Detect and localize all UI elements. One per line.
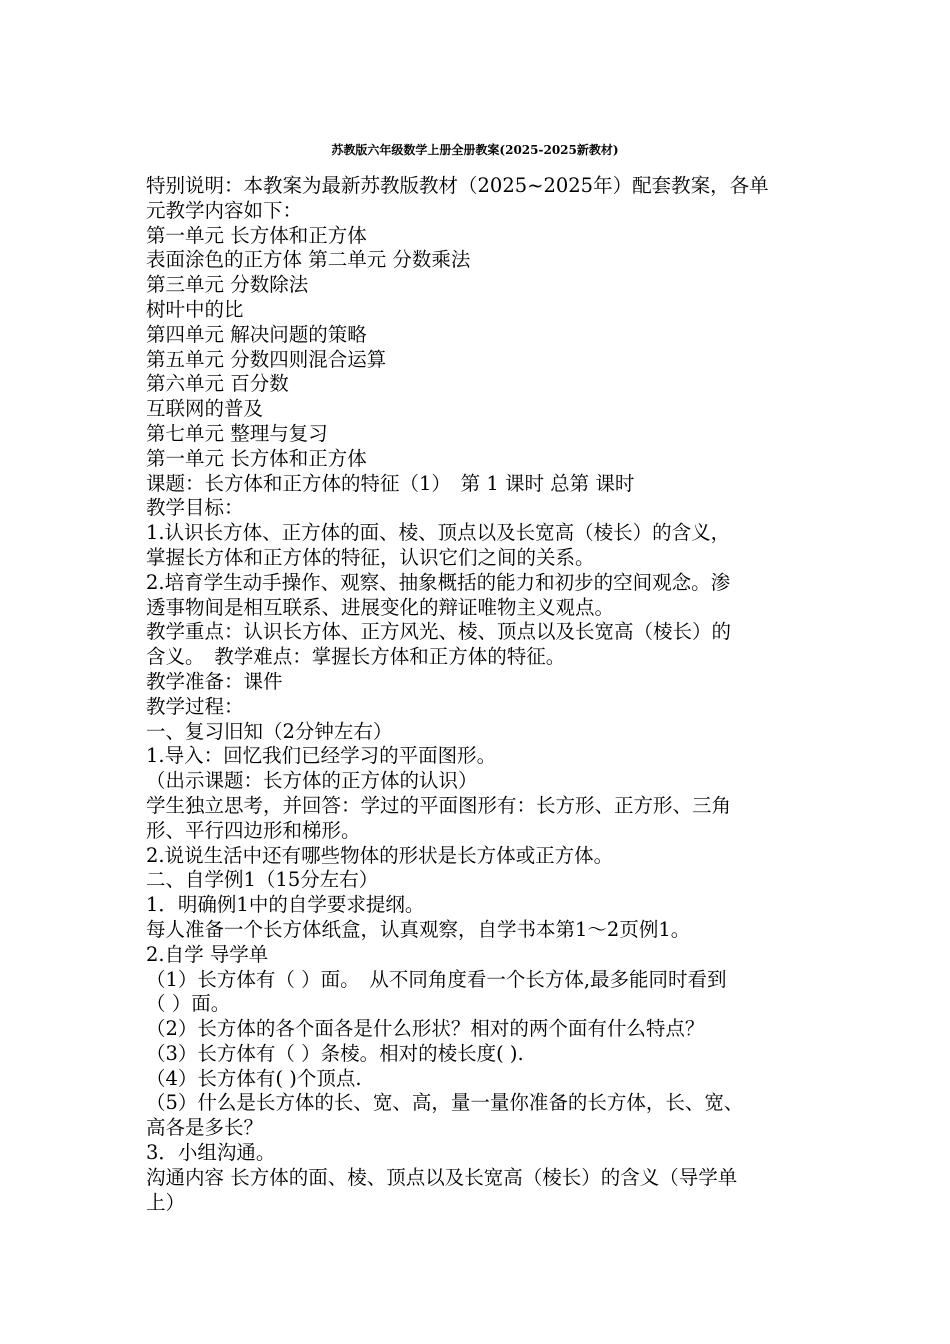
text-line: （4）长方体有( )个顶点. [146,1066,362,1090]
text-line: 第一单元 长方体和正方体 [146,446,367,470]
text-line: 表面涂色的正方体 第二单元 分数乘法 [146,248,471,272]
text-line: 第七单元 整理与复习 [146,421,328,445]
text-line: 沟通内容 长方体的面、棱、顶点以及长宽高（棱长）的含义（导学单 [146,1165,738,1189]
text-line: 形、平行四边形和梯形。 [146,818,361,842]
text-line: 2.说说生活中还有哪些物体的形状是长方体或正方体。 [146,843,614,867]
text-line: 掌握长方体和正方体的特征，认识它们之间的关系。 [146,545,595,569]
text-line: 第六单元 百分数 [146,372,289,396]
text-line: 1．明确例1中的自学要求提纲。 [146,893,425,917]
text-line: 教学准备：课件 [146,669,283,693]
text-line: 特别说明：本教案为最新苏教版教材（2025~2025年）配套教案，各单 [146,174,769,197]
text-line: 教学过程： [146,694,244,718]
text-line: 二、自学例1（15分左右） [146,868,379,892]
text-line: 第三单元 分数除法 [146,273,309,297]
text-line: 教学目标： [146,496,244,520]
text-line: 透事物间是相互联系、进展变化的辩证唯物主义观点。 [146,595,615,619]
document-title: 苏教版六年级数学上册全册教案(2025-2025新教材) [331,143,619,157]
text-line: 一、复习旧知（2分钟左右） [146,719,393,743]
text-line: 每人准备一个长方体纸盒，认真观察，自学书本第1～2页例1。 [146,917,691,941]
text-line: 课题：长方体和正方体的特征（1） 第 1 课时 总第 课时 [146,471,635,495]
text-line: 1.认识长方体、正方体的面、棱、顶点以及长宽高（棱长）的含义， [146,521,731,545]
text-line: （3）长方体有（ ）条棱。相对的棱长度( ). [146,1041,524,1065]
text-line: 2.培育学生动手操作、观察、抽象概括的能力和初步的空间观念。渗 [146,570,731,594]
document-body [146,174,818,1215]
text-line: （ ）面。 [146,992,231,1016]
text-line: 3．小组沟通。 [146,1141,276,1165]
text-line: 含义。 教学难点：掌握长方体和正方体的特征。 [146,645,566,669]
text-line: 高各是多长？ [146,1116,264,1140]
text-line: 元教学内容如下： [146,198,303,222]
text-line: 第四单元 解决问题的策略 [146,322,367,346]
text-line: 树叶中的比 [146,297,244,321]
text-line: （1）长方体有（ ）面。 从不同角度看一个长方体,最多能同时看到 [146,967,727,991]
text-line: （出示课题：长方体的正方体的认识） [146,769,478,793]
text-line: 互联网的普及 [146,397,264,421]
text-line: 教学重点：认识长方体、正方风光、棱、顶点以及长宽高（棱长）的 [146,620,732,644]
text-line: 学生独立思考，并回答：学过的平面图形有：长方形、正方形、三角 [146,793,732,817]
text-line: （2）长方体的各个面各是什么形状？相对的两个面有什么特点？ [146,1017,705,1041]
text-line: 第一单元 长方体和正方体 [146,223,367,247]
text-line: 1.导入：回忆我们已经学习的平面图形。 [146,744,497,768]
text-line: （5）什么是长方体的长、宽、高，量一量你准备的长方体，长、宽、 [146,1091,744,1115]
text-line: 第五单元 分数四则混合运算 [146,347,387,371]
text-line: 上） [146,1190,186,1214]
text-line: 2.自学 导学单 [146,942,269,966]
